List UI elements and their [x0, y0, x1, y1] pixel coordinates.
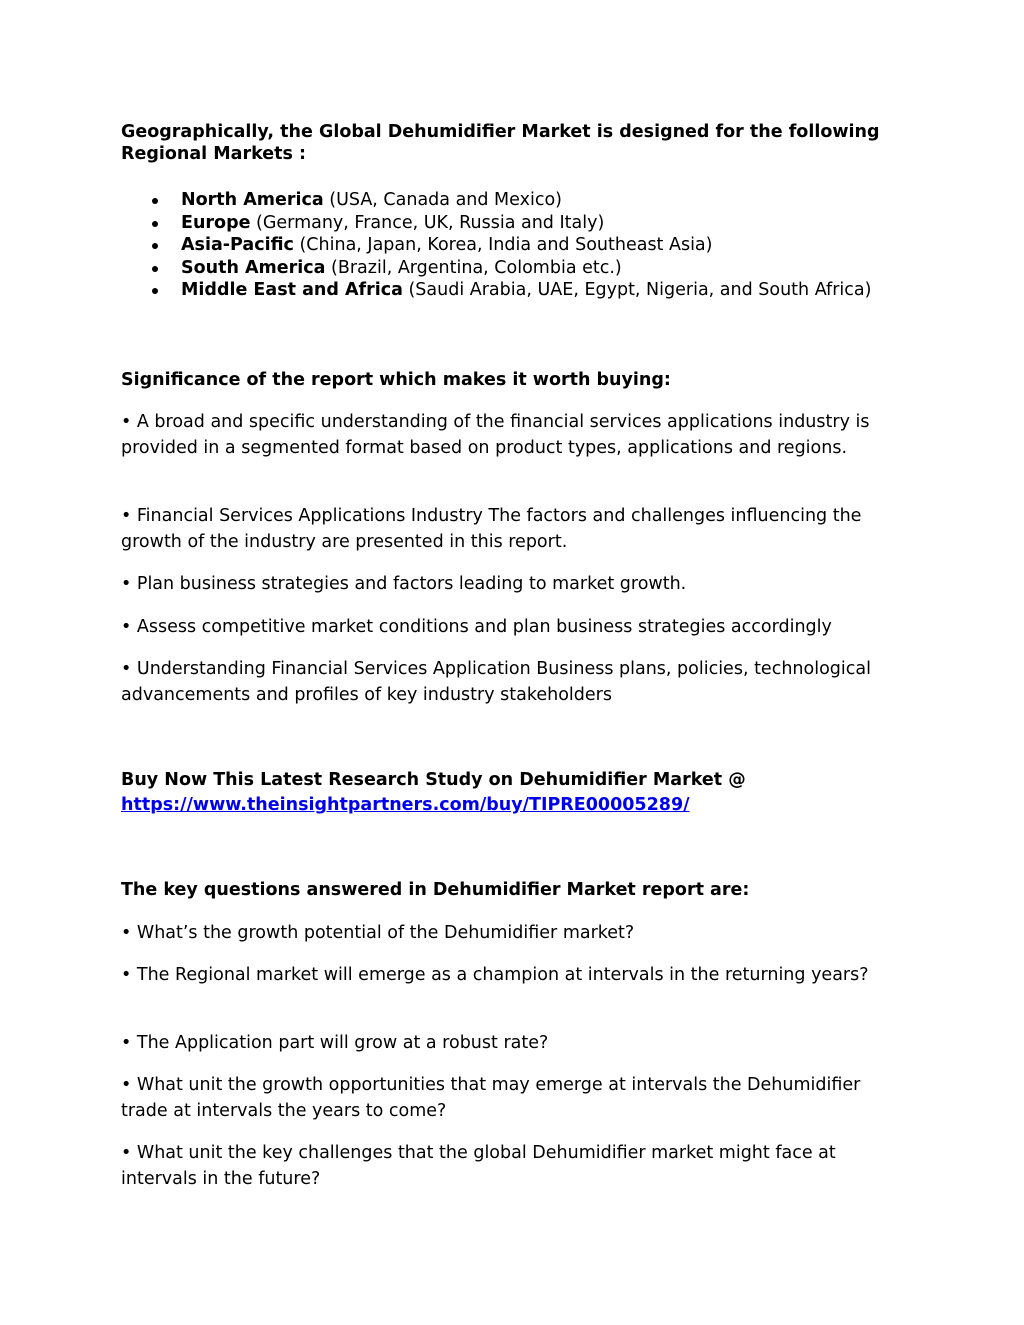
region-name: Europe	[181, 212, 251, 233]
significance-point: • Plan business strategies and factors leading to market growth.	[121, 574, 687, 594]
region-name: Asia-Pacific	[181, 235, 294, 255]
buy-now-text: Buy Now This Latest Research Study on Dehumidifier Market @	[121, 770, 746, 790]
region-name: South America	[181, 257, 326, 278]
bullet-icon	[152, 221, 158, 227]
region-name: North America	[181, 190, 324, 210]
list-item	[121, 257, 906, 280]
region-list	[121, 189, 906, 302]
question-point: • The Application part will grow at a robust rate?	[121, 1033, 549, 1053]
question-point: • What’s the growth potential of the Dehumidifier market?	[121, 923, 635, 943]
list-item	[121, 234, 906, 257]
questions-heading: The key questions answered in Dehumidifier Market report are:	[121, 880, 750, 900]
bullet-icon	[152, 266, 158, 272]
buy-now-block	[121, 768, 906, 818]
bullet-icon	[152, 288, 158, 294]
significance-point: • Financial Services Applications Industry The factors and challenges influencing the growth of the industry are presented in this report.	[121, 506, 862, 552]
region-name: Middle East and Africa	[181, 280, 403, 300]
significance-heading: Significance of the report which makes it worth buying:	[121, 370, 671, 390]
question-point: • The Regional market will emerge as a champion at intervals in the returning years?	[121, 965, 869, 985]
question-point: • What unit the growth opportunities that may emerge at intervals the Dehumidifier trade at intervals the years to come?	[121, 1075, 861, 1121]
significance-point: • Understanding Financial Services Application Business plans, policies, technological advancements and profiles of key industry stakeholders	[121, 659, 871, 705]
list-item	[121, 279, 906, 302]
bullet-icon	[152, 198, 158, 204]
list-item	[121, 189, 906, 212]
list-item	[121, 212, 906, 235]
geo-heading: Geographically, the Global Dehumidifier Market is designed for the following Regional Markets :	[121, 122, 880, 164]
region-detail: (Brazil, Argentina, Colombia etc.)	[325, 257, 622, 278]
question-point: • What unit the key challenges that the global Dehumidifier market might face at intervals in the future?	[121, 1143, 836, 1189]
significance-point: • A broad and specific understanding of the financial services applications industry is provided in a segmented format based on product types, applications and regions.	[121, 412, 870, 458]
region-detail: (Saudi Arabia, UAE, Egypt, Nigeria, and South Africa)	[402, 280, 872, 300]
region-detail: (China, Japan, Korea, India and Southeast Asia)	[293, 235, 713, 255]
region-detail: (USA, Canada and Mexico)	[323, 190, 562, 210]
region-detail: (Germany, France, UK, Russia and Italy)	[250, 212, 605, 233]
buy-now-link[interactable]: https://www.theinsightpartners.com/buy/TIPRE00005289/	[121, 795, 690, 815]
significance-point: • Assess competitive market conditions and plan business strategies accordingly	[121, 617, 832, 637]
bullet-icon	[152, 243, 158, 249]
